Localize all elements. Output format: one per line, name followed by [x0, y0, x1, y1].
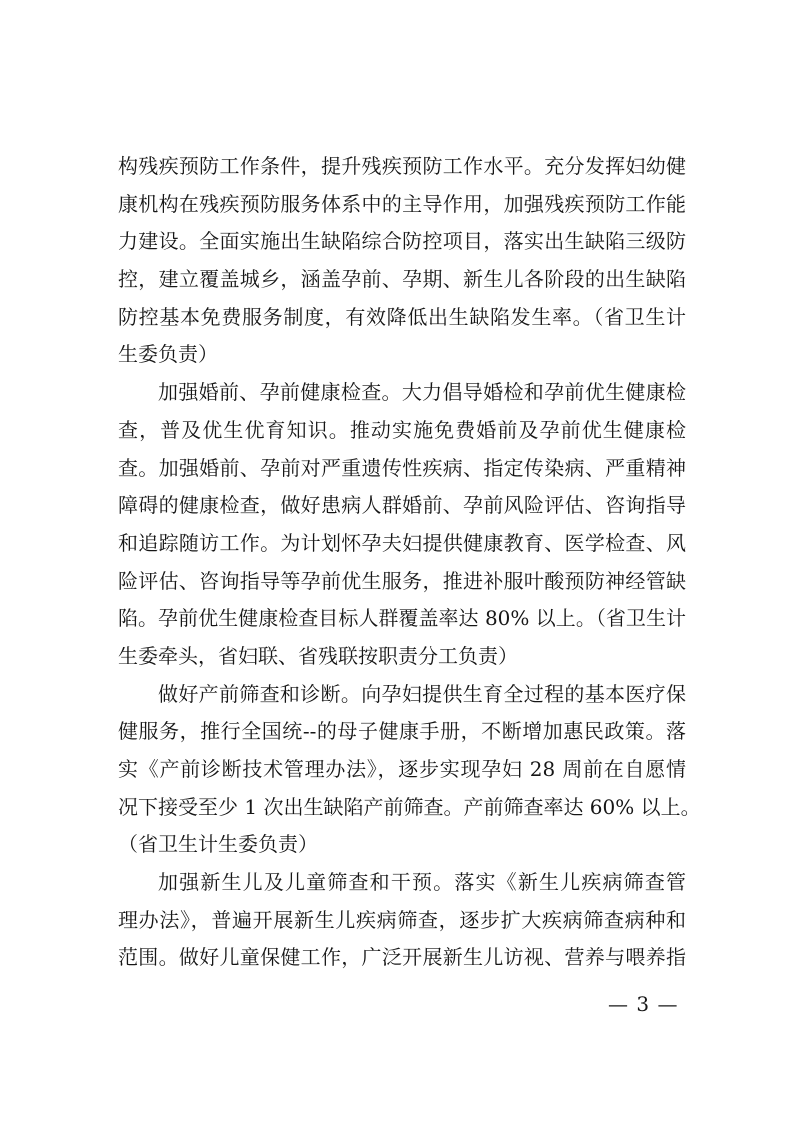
text-line: 力建设。全面实施出生缺陷综合防控项目，落实出生缺陷三级防 — [118, 229, 686, 254]
text-line: 实《产前诊断技术管理办法》，逐步实现孕妇 28 周前在自愿情 — [118, 757, 686, 781]
text-line: 防控基本免费服务制度，有效降低出生缺陷发生率。（省卫生计 — [118, 304, 686, 329]
text-line: 健服务，推行全国统--的母子健康手册，不断增加惠民政策。落 — [118, 719, 686, 744]
paragraph-first-line: 加强婚前、孕前健康检查。大力倡导婚检和孕前优生健康检 — [158, 380, 686, 405]
text-line: （省卫生计生委负责） — [118, 832, 318, 857]
text-line: 生委负责） — [118, 342, 218, 367]
paragraph-first-line: 做好产前筛查和诊断。向孕妇提供生育全过程的基本医疗保 — [158, 681, 686, 706]
text-line: 生委牵头，省妇联、省残联按职责分工负责） — [118, 643, 518, 668]
text-line: 构残疾预防工作条件，提升残疾预防工作水平。充分发挥妇幼健 — [118, 154, 686, 178]
text-line: 控，建立覆盖城乡，涵盖孕前、孕期、新生儿各阶段的出生缺陷 — [118, 267, 686, 292]
text-line: 查。加强婚前、孕前对严重遗传性疾病、指定传染病、严重精神 — [118, 455, 686, 480]
page-number: — 3 — — [608, 992, 679, 1016]
text-line: 障碍的健康检查，做好患病人群婚前、孕前风险评估、咨询指导 — [118, 493, 686, 518]
text-line: 范围。做好儿童保健工作，广泛开展新生儿访视、营养与喂养指 — [118, 945, 686, 970]
paragraph-first-line: 加强新生儿及儿童筛查和干预。落实《新生儿疾病筛查管 — [158, 870, 686, 895]
text-line: 康机构在残疾预防服务体系中的主导作用，加强残疾预防工作能 — [118, 191, 686, 216]
text-line: 陷。孕前优生健康检查目标人群覆盖率达 80% 以上。（省卫生计 — [118, 606, 686, 631]
text-line: 查，普及优生优育知识。推动实施免费婚前及孕前优生健康检 — [118, 417, 686, 442]
text-line: 险评估、咨询指导等孕前优生服务，推进补服叶酸预防神经管缺 — [118, 568, 686, 593]
text-line: 和追踪随访工作。为计划怀孕夫妇提供健康教育、医学检查、风 — [118, 530, 686, 555]
text-line: 理办法》，普遍开展新生儿疾病筛查，逐步扩大疾病筛查病种和 — [118, 907, 686, 932]
body-text — [118, 148, 701, 977]
text-line: 况下接受至少 1 次出生缺陷产前筛查。产前筛查率达 60% 以上。 — [118, 794, 701, 819]
